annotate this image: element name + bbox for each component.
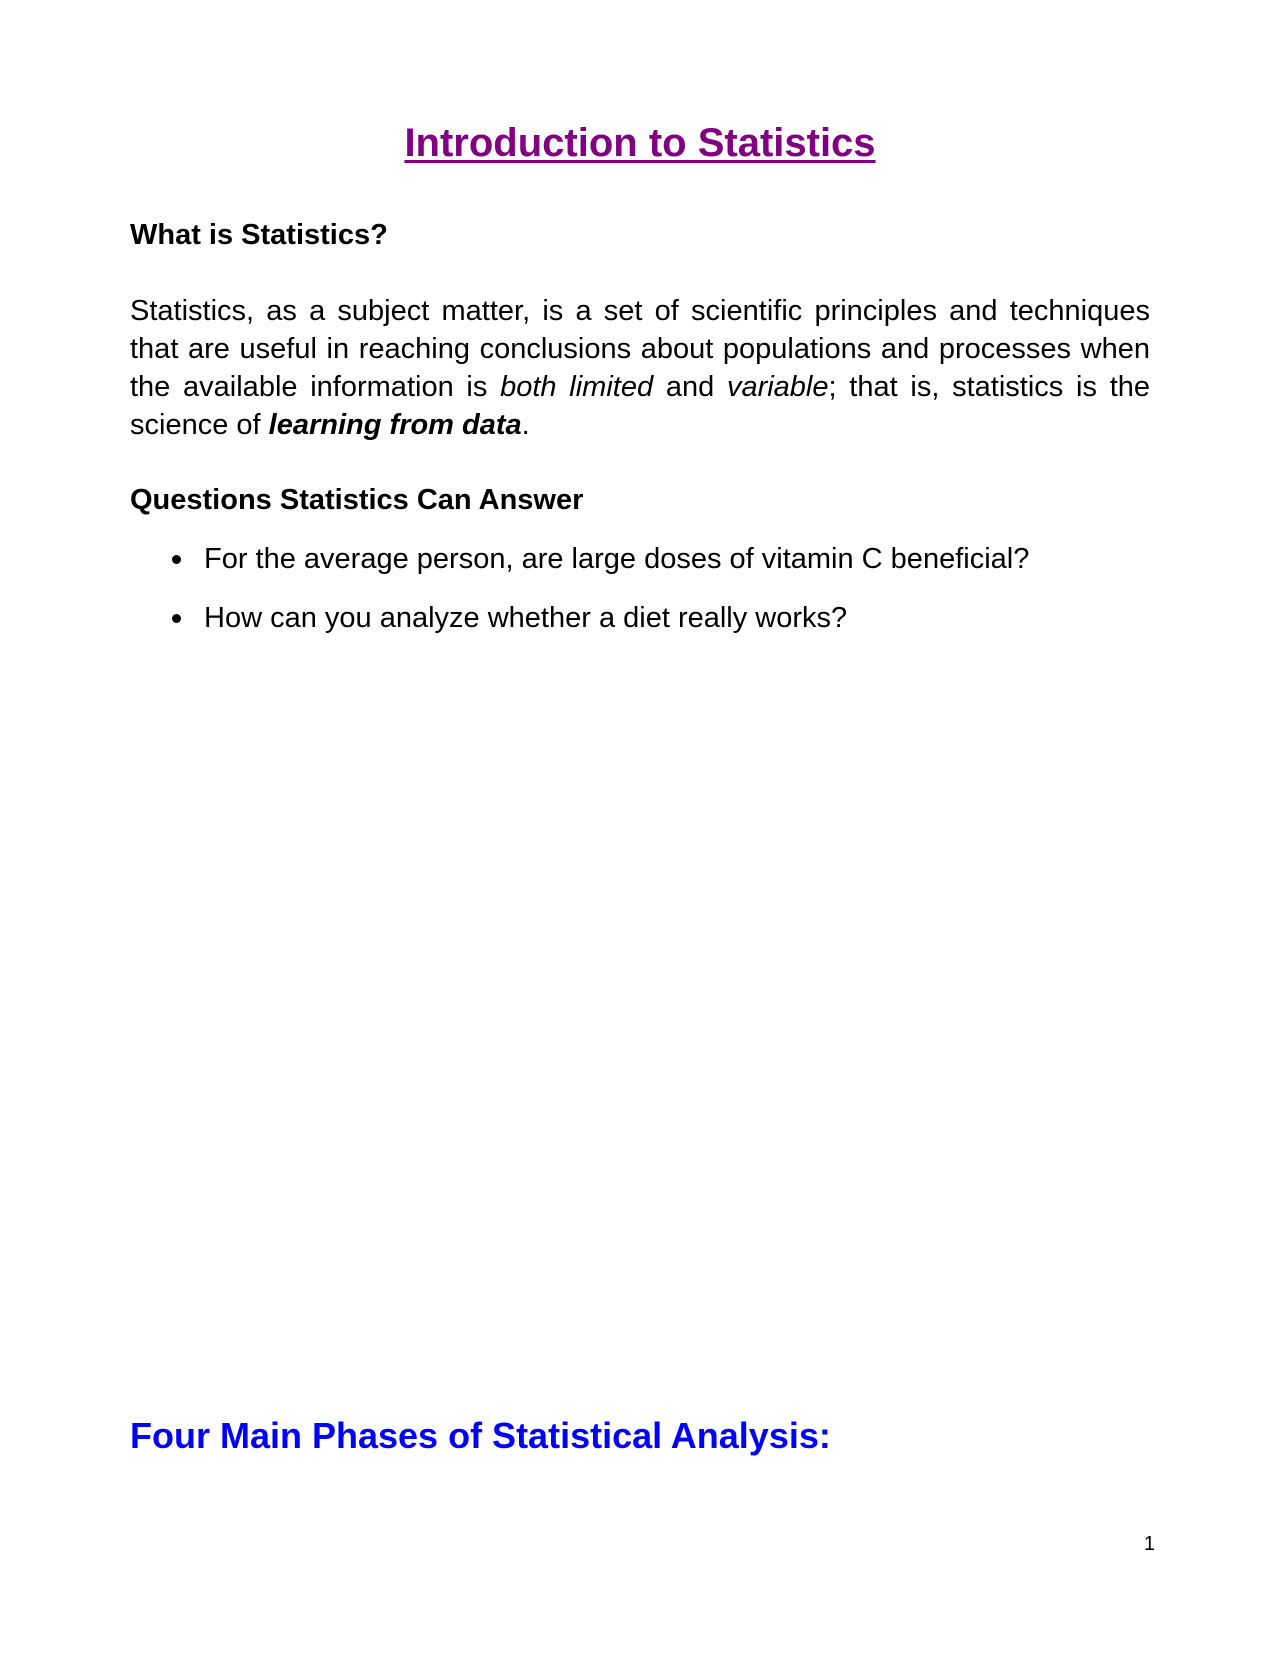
list-item-text: How can you analyze whether a diet really works? [204,602,848,634]
list-item [130,600,1160,636]
section-heading-what-is-statistics: What is Statistics? [130,219,388,251]
page-number: 1 [1143,1533,1155,1555]
list-item-text: For the average person, are large doses of vitamin C beneficial? [204,543,1030,575]
paragraph-emphasis-learning-from-data: learning from data [268,409,522,441]
section-heading-four-phases: Four Main Phases of Statistical Analysis: [130,1415,831,1456]
section-heading-questions: Questions Statistics Can Answer [130,484,584,516]
paragraph-text-1: Statistics, as a subject matter, is a set of scientific principles and techniques that are useful in reaching conclusions about populations and processes when the available information is [130,295,1150,403]
list-item [130,541,1160,577]
bullet-icon [172,555,181,564]
paragraph-text-4: . [521,409,530,441]
paragraph-italic-variable: variable [726,371,829,403]
definition-paragraph [130,292,1150,444]
paragraph-italic-both-limited: both limited [500,371,654,403]
bullet-icon [172,614,181,623]
questions-list [130,541,1160,659]
paragraph-text-2: and [653,371,727,403]
page-title-text: Introduction to Statistics [404,120,876,165]
page-title [0,119,1280,167]
paragraph-text-3: ; that is, statistics is the science of [130,371,1151,441]
